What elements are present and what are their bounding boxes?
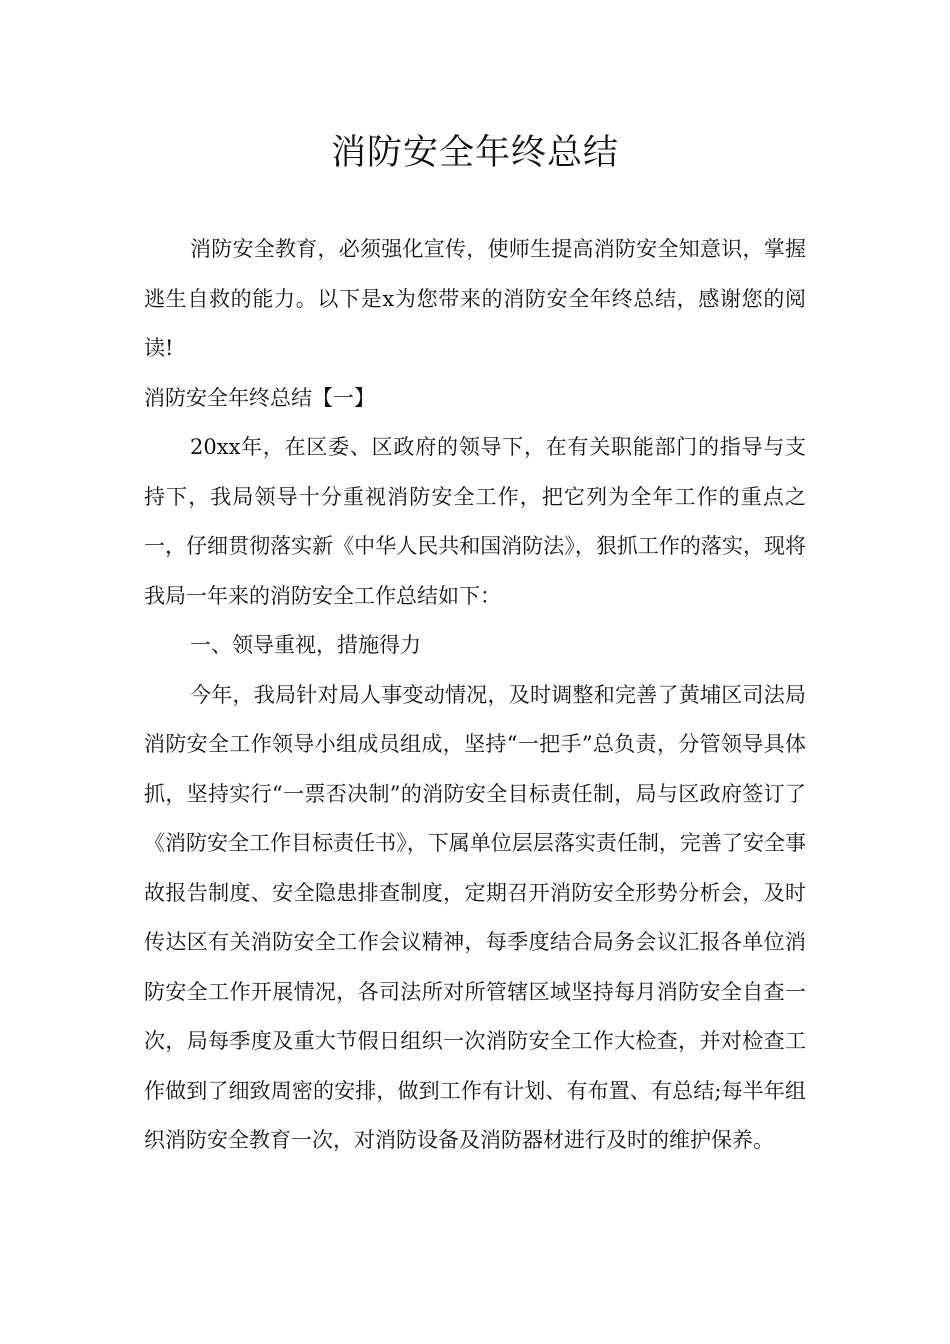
subsection-heading: 一、领导重视，措施得力 [190,633,421,657]
document-title: 消防安全年终总结 [330,133,619,173]
body-paragraph: 20xx年，在区委、区政府的领导下，在有关职能部门的指导与支持下，我局领导十分重视消防安全工作，把它列为全年工作的重点之一，仔细贯彻落实新《中华人民共和国消防法》，狠抓工作的落实，现将我局一年来的消防安全工作总结如下： [144,435,806,608]
intro-paragraph: 消防安全教育，必须强化宣传，使师生提高消防安全知意识，掌握逃生自救的能力。以下是x为您带来的消防安全年终总结，感谢您的阅读! [144,237,806,360]
document-body [144,225,806,1166]
section-heading: 消防安全年终总结【一】 [144,385,375,410]
body-paragraph: 今年，我局针对局人事变动情况，及时调整和完善了黄埔区司法局消防安全工作领导小组成员组成，坚持“一把手”总负责，分管领导具体抓，坚持实行“一票否决制”的消防安全目标责任制，局与区政府签订了《消防安全工作目标责任书》，下属单位层层落实责任制，完善了安全事故报告制度、安全隐患排查制度，定期召开消防安全形势分析会，及时传达区有关消防安全工作会议精神，每季度结合局务会议汇报各单位消防安全工作开展情况，各司法所对所管辖区域坚持每月消防安全自查一次，局每季度及重大节假日组织一次消防安全工作大检查，并对检查工作做到了细致周密的安排，做到工作有计划、有布置、有总结;每半年组织消防安全教育一次，对消防设备及消防器材进行及时的维护保养。 [144,682,806,1152]
